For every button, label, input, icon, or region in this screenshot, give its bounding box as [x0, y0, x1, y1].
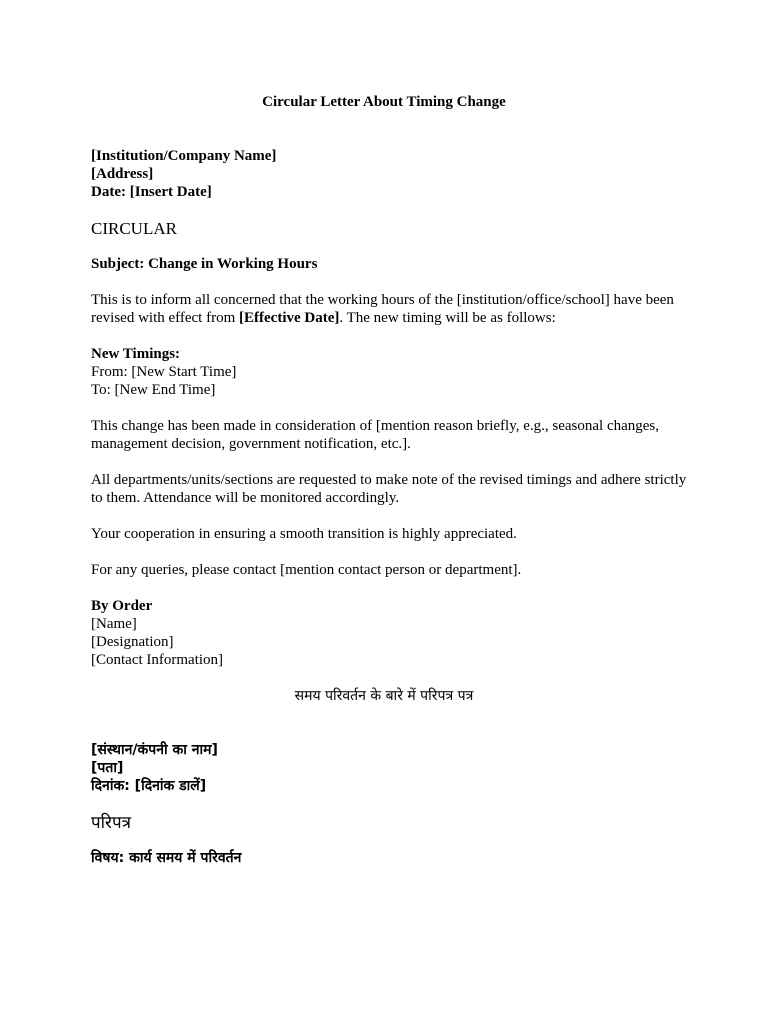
header-block: [91, 147, 691, 201]
intro-text-before: This is to inform all concerned that the working hours of the [institution/office/school] have been revised with effect from: [91, 292, 674, 326]
institution-name: [Institution/Company Name]: [91, 148, 277, 164]
signature-block: [91, 597, 691, 669]
address: [Address]: [91, 166, 154, 182]
queries-paragraph: For any queries, please contact [mention contact person or department].: [91, 562, 522, 578]
hindi-institution: [संस्थान/कंपनी का नाम]: [91, 742, 218, 758]
timings-from: From: [New Start Time]: [91, 364, 237, 380]
reason-paragraph: This change has been made in consideration of [mention reason briefly, e.g., seasonal changes, management decision, government notification, etc.].: [91, 418, 660, 452]
timings-label: New Timings:: [91, 346, 181, 362]
circular-heading: CIRCULAR: [91, 219, 177, 238]
hindi-subject: विषय: कार्य समय में परिवर्तन: [91, 850, 242, 866]
signature-designation: [Designation]: [91, 634, 174, 650]
date-line: Date: [Insert Date]: [91, 184, 212, 200]
signature-contact: [Contact Information]: [91, 652, 224, 668]
subject-line: Subject: Change in Working Hours: [91, 256, 318, 272]
timings-block: [91, 345, 691, 399]
hindi-title: समय परिवर्तन के बारे में परिपत्र पत्र: [294, 688, 474, 704]
document-body: [91, 93, 691, 867]
hindi-address: [पता]: [91, 760, 124, 776]
hindi-header-block: [91, 741, 691, 795]
signature-name: [Name]: [91, 616, 137, 632]
timings-to: To: [New End Time]: [91, 382, 216, 398]
intro-text-after: . The new timing will be as follows:: [339, 310, 556, 326]
document-title: Circular Letter About Timing Change: [262, 94, 506, 110]
hindi-date: दिनांक: [दिनांक डालें]: [91, 778, 207, 794]
hindi-circular-heading: परिपत्र: [91, 813, 132, 833]
departments-paragraph: All departments/units/sections are requested to make note of the revised timings and adhere strictly to them. Attendance will be monitored accordingly.: [91, 472, 687, 506]
effective-date: [Effective Date]: [239, 310, 340, 326]
cooperation-paragraph: Your cooperation in ensuring a smooth transition is highly appreciated.: [91, 526, 517, 542]
by-order: By Order: [91, 598, 153, 614]
intro-paragraph: [91, 291, 691, 327]
